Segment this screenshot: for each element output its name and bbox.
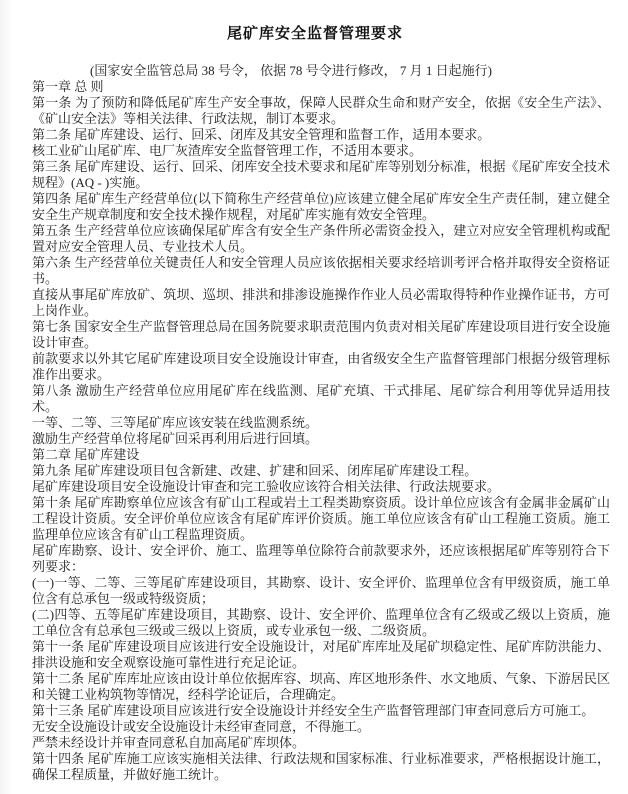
paragraph: 第一条 为了预防和降低尾矿库生产安全事故，保障人民群众生命和财产安全，依据《安全生产法》、《矿山安全法》等相关法律、行政法规，制订本要求。 xyxy=(32,95,610,126)
paragraph: 第二条 尾矿库建设、运行、回采、闭库及其安全管理和监督工作，适用本要求。 xyxy=(32,127,491,142)
paragraph: 第七条 国家安全生产监督管理总局在国务院要求职责范围内负责对相关尾矿库建设项目进行安全设施设计审查。 xyxy=(32,319,610,350)
paragraph: 第三条 尾矿库建设、运行、回采、闭库安全技术要求和尾矿库等别划分标准，根据《尾矿库安全技术规程》(AQ - )实施。 xyxy=(32,159,610,190)
paragraph: 无安全设施设计或安全设施设计未经审查同意，不得施工。 xyxy=(32,719,371,734)
document-body xyxy=(32,63,610,783)
paragraph: 第八条 激励生产经营单位应用尾矿库在线监测、尾矿充填、干式排尾、尾矿综合利用等优异适用技术。 xyxy=(32,383,610,414)
paragraph: 严禁未经设计并审查同意私自加高尾矿库坝体。 xyxy=(32,735,306,750)
paragraph: 一等、二等、三等尾矿库应该安装在线监测系统。 xyxy=(32,415,319,430)
paragraph: 第五条 生产经营单位应该确保尾矿库含有安全生产条件所必需资金投入，建立对应安全管理机构或配置对应安全管理人员、专业技术人员。 xyxy=(32,223,610,254)
paragraph: 直接从事尾矿库放矿、筑坝、巡坝、排洪和排渗设施操作作业人员必需取得特种作业操作证书，方可上岗作业。 xyxy=(32,287,610,318)
paragraph: 第十四条 尾矿库施工应该实施相关法律、行政法规和国家标准、行业标准要求，严格根据设计施工，确保工程质量，并做好施工统计。 xyxy=(32,751,610,782)
paragraph: 第一章 总 则 xyxy=(32,79,104,94)
paragraph: 第四条 尾矿库生产经营单位(以下简称生产经营单位)应该建立健全尾矿库安全生产责任制，建立健全安全生产规章制度和安全技术操作规程，对尾矿库实施有效安全管理。 xyxy=(32,191,610,222)
paragraph: 第二章 尾矿库建设 xyxy=(32,447,140,462)
paragraph: (一)一等、二等、三等尾矿库建设项目，其勘察、设计、安全评价、监理单位含有甲级资质，施工单位含有总承包一级或特级资质； xyxy=(32,575,610,606)
paragraph: 第十三条 尾矿库建设项目应该进行安全设施设计并经安全生产监督管理部门审查同意后方可施工。 xyxy=(32,703,595,718)
paragraph: 第十二条 尾矿库库址应该由设计单位依据库容、坝高、库区地形条件、水文地质、气象、下游居民区和关键工业构筑物等情况，经科学论证后，合理确定。 xyxy=(32,671,610,702)
document-title: 尾矿库安全监督管理要求 xyxy=(226,26,403,42)
paragraph: 第十一条 尾矿库建设项目应该进行安全设施设计，对尾矿库库址及尾矿坝稳定性、尾矿库防洪能力、排洪设施和安全观察设施可靠性进行充足论证。 xyxy=(32,639,610,670)
paragraph: 核工业矿山尾矿库、电厂灰渣库安全监督管理工作，不适用本要求。 xyxy=(32,143,423,158)
paragraph: 尾矿库建设项目安全设施设计审查和完工验收应该符合相关法律、行政法规要求。 xyxy=(32,479,501,494)
paragraph: 第十条 尾矿库勘察单位应该含有矿山工程或岩土工程类勘察资质。设计单位应该含有金属非金属矿山工程设计资质。安全评价单位应该含有尾矿库评价资质。施工单位应该含有矿山工程施工资质。施工监理单位应该含有矿山工程监理资质。 xyxy=(32,495,610,542)
paragraph: (二)四等、五等尾矿库建设项目，其勘察、设计、安全评价、监理单位含有乙级或乙级以上资质，施工单位含有总承包三级或三级以上资质，或专业承包一级、二级资质。 xyxy=(32,607,610,638)
paragraph: 尾矿库勘察、设计、安全评价、施工、监理等单位除符合前款要求外，还应该根据尾矿库等别符合下列要求： xyxy=(32,543,610,574)
paragraph: (国家安全监管总局 38 号令， 依据 78 号令进行修改， 7 月 1 日起施行) xyxy=(90,63,492,78)
paragraph: 激励生产经营单位将尾矿回采再利用后进行回填。 xyxy=(32,431,319,446)
paragraph: 前款要求以外其它尾矿库建设项目安全设施设计审查，由省级安全生产监督管理部门根据分级管理标准作出要求。 xyxy=(32,351,610,382)
paragraph: 第六条 生产经营单位关键责任人和安全管理人员应该依据相关要求经培训考评合格并取得安全资格证书。 xyxy=(32,255,610,286)
paragraph: 第九条 尾矿库建设项目包含新建、改建、扩建和回采、闭库尾矿库建设工程。 xyxy=(32,463,478,478)
